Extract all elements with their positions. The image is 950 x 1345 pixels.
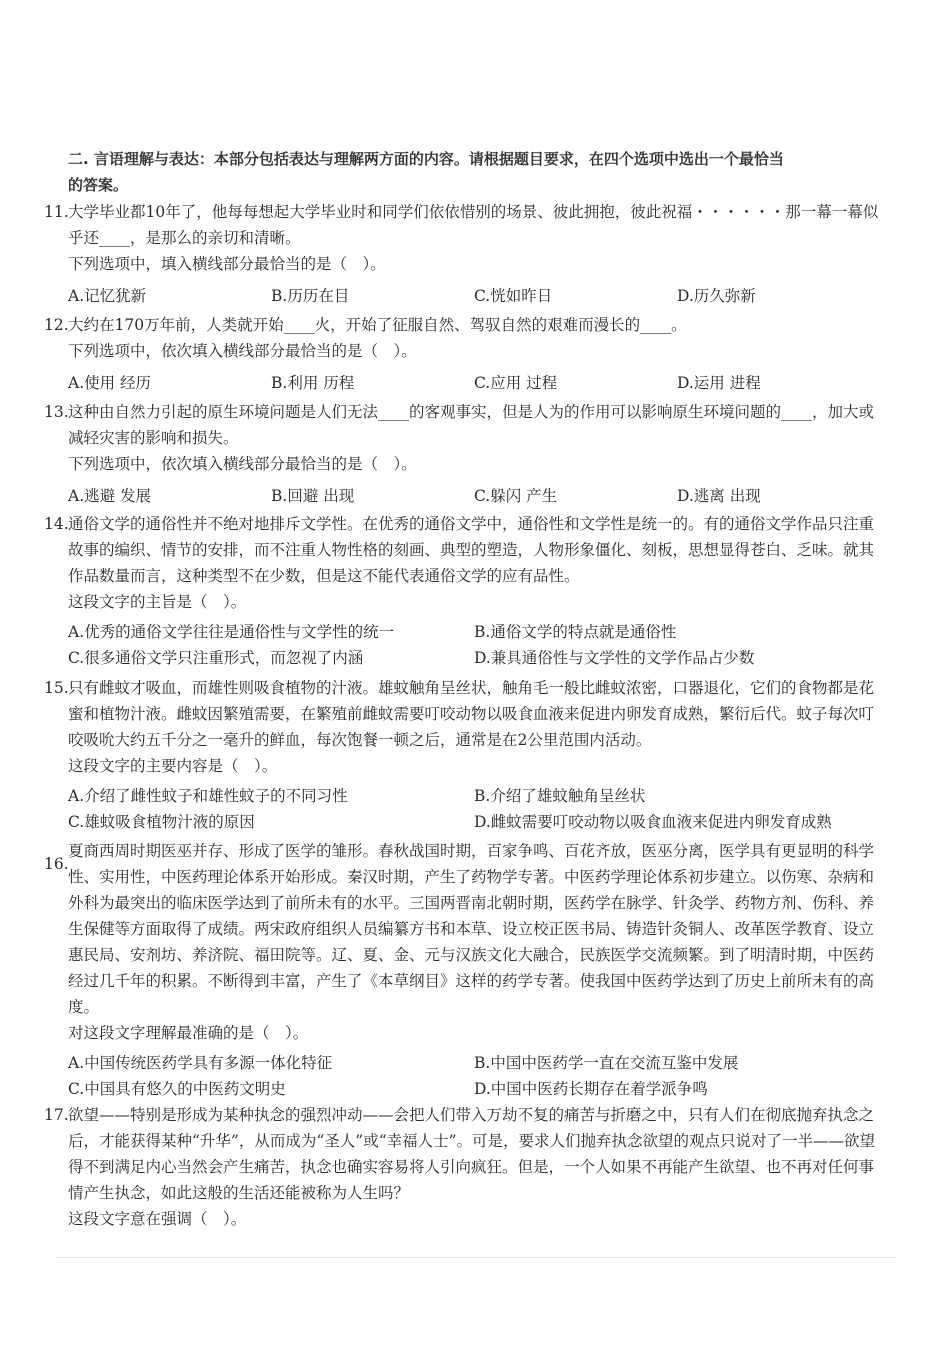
question-stem: 大约在170万年前，人类就开始____火，开始了征服自然、驾驭自然的艰难而漫长的____。 — [68, 316, 687, 334]
option-b[interactable]: B.历历在目 — [271, 287, 350, 305]
option-c[interactable]: C.中国具有悠久的中医药文明史 — [68, 1080, 286, 1098]
section-header-line2: 的答案。 — [68, 176, 129, 194]
question-prompt: 下列选项中，依次填入横线部分最恰当的是（ ）。 — [68, 342, 417, 360]
option-c[interactable]: C.很多通俗文学只注重形式，而忽视了内涵 — [68, 649, 364, 667]
question-11 — [44, 199, 880, 309]
option-a[interactable]: A.使用 经历 — [68, 374, 152, 392]
question-stem: 通俗文学的通俗性并不绝对地排斥文学性。在优秀的通俗文学中，通俗性和文学性是统一的。有的通俗文学作品只注重故事的编织、情节的安排，而不注重人物性格的刻画、典型的塑造，人物形象僵化、刻板，思想显得苍白、乏味。就其作品数量而言，这种类型不在少数，但是这不能代表通俗文学的应有品性。 — [68, 515, 875, 585]
question-13 — [44, 399, 880, 509]
question-stem: 欲望——特别是形成为某种执念的强烈冲动——会把人们带入万劫不复的痛苦与折磨之中，只有人们在彻底抛弃执念之后，才能获得某种“升华”，从而成为“圣人”或“幸福人士”。可是，要求人们抛弃执念欲望的观点只说对了一半——欲望得不到满足内心当然会产生痛苦，执念也确实容易将人引向疯狂。但是，一个人如果不再能产生欲望、也不再对任何事情产生执念，如此这般的生活还能被称为人生吗？ — [68, 1106, 876, 1202]
question-15 — [44, 675, 880, 835]
question-stem: 大学毕业都10年了，他每每想起大学毕业时和同学们依依惜别的场景、彼此拥抱，彼此祝福・・・・・・那一幕一幕似乎还____，是那么的亲切和清晰。 — [68, 203, 879, 247]
option-a[interactable]: A.介绍了雌性蚊子和雄性蚊子的不同习性 — [68, 787, 348, 805]
option-b[interactable]: B.回避 出现 — [271, 487, 355, 505]
question-prompt: 对这段文字理解最准确的是（ ）。 — [68, 1024, 309, 1042]
option-d[interactable]: D.历久弥新 — [677, 287, 756, 305]
question-17 — [44, 1102, 880, 1232]
option-c[interactable]: C.躲闪 产生 — [474, 487, 558, 505]
option-d[interactable]: D.中国中医药长期存在着学派争鸣 — [474, 1080, 708, 1098]
question-prompt: 这段文字的主旨是（ ）。 — [68, 593, 247, 611]
option-d[interactable]: D.逃离 出现 — [677, 487, 761, 505]
option-list — [68, 283, 880, 309]
question-number: 16. — [44, 855, 69, 873]
question-prompt: 下列选项中，填入横线部分最恰当的是（ ）。 — [68, 255, 386, 273]
option-b[interactable]: B.中国中医药学一直在交流互鉴中发展 — [474, 1054, 739, 1072]
option-d[interactable]: D.兼具通俗性与文学性的文学作品占少数 — [474, 649, 755, 667]
question-number: 17. — [44, 1106, 69, 1124]
option-b[interactable]: B.介绍了雄蚊触角呈丝状 — [474, 787, 646, 805]
option-a[interactable]: A.中国传统医药学具有多源一体化特征 — [68, 1054, 333, 1072]
option-a[interactable]: A.逃避 发展 — [68, 487, 152, 505]
question-number: 11. — [44, 203, 69, 221]
question-stem: 只有雌蚊才吸血，而雄性则吸食植物的汁液。雄蚊触角呈丝状，触角毛一般比雌蚊浓密，口器退化，它们的食物都是花蜜和植物汁液。雌蚊因繁殖需要，在繁殖前雌蚊需要叮咬动物以吸食血液来促进内卵发育成熟，繁衍后代。蚊子每次叮咬吸吮大约五千分之一毫升的鲜血，每次饱餐一顿之后，通常是在2公里范围内活动。 — [68, 679, 875, 749]
question-stem: 夏商西周时期医巫并存、形成了医学的雏形。春秋战国时期，百家争鸣、百花齐放，医巫分离，医学具有更显明的科学性、实用性，中医药理论体系开始形成。秦汉时期，产生了药物学专著。中医药学理论体系初步建立。以伤寒、杂病和外科为最突出的临床医学达到了前所未有的水平。三国两晋南北朝时期，医药学在脉学、针灸学、药物方剂、伤科、养生保健等方面取得了成绩。两宋政府组织人员编纂方书和本草、设立校正医书局、铸造针灸铜人、改革医学教育、设立惠民局、安剂坊、养济院、福田院等。辽、夏、金、元与汉族文化大融合，民族医学交流频繁。到了明清时期，中医药经过几千年的积累。不断得到丰富，产生了《本草纲目》这样的药学专著。使我国中医药学达到了历史上前所未有的高度。 — [68, 842, 875, 1016]
option-b[interactable]: B.通俗文学的特点就是通俗性 — [474, 623, 677, 641]
section-header-line1: 二. 言语理解与表达：本部分包括表达与理解两方面的内容。请根据题目要求，在四个选项中选出一个最恰当 — [68, 150, 784, 168]
option-list — [68, 619, 880, 671]
question-prompt: 这段文字意在强调（ ）。 — [68, 1210, 247, 1228]
question-12 — [44, 312, 880, 396]
section-header — [68, 146, 878, 198]
option-list — [68, 783, 880, 835]
question-stem: 这种由自然力引起的原生环境问题是人们无法____的客观事实，但是人为的作用可以影响原生环境问题的____，加大或减轻灾害的影响和损失。 — [68, 403, 875, 447]
option-list — [68, 1050, 880, 1102]
option-c[interactable]: C.应用 过程 — [474, 374, 558, 392]
question-number: 12. — [44, 316, 69, 334]
option-a[interactable]: A.记忆犹新 — [68, 287, 147, 305]
question-number: 14. — [44, 515, 69, 533]
option-a[interactable]: A.优秀的通俗文学往往是通俗性与文学性的统一 — [68, 623, 395, 641]
option-c[interactable]: C.雄蚊吸食植物汁液的原因 — [68, 813, 255, 831]
option-list — [68, 370, 880, 396]
question-number: 13. — [44, 403, 69, 421]
option-c[interactable]: C.恍如昨日 — [474, 287, 553, 305]
question-prompt: 下列选项中，依次填入横线部分最恰当的是（ ）。 — [68, 455, 417, 473]
option-d[interactable]: D.运用 进程 — [677, 374, 761, 392]
question-number: 15. — [44, 679, 69, 697]
question-16 — [44, 838, 880, 1102]
question-prompt: 这段文字的主要内容是（ ）。 — [68, 757, 278, 775]
option-list — [68, 483, 880, 509]
option-b[interactable]: B.利用 历程 — [271, 374, 355, 392]
option-d[interactable]: D.雌蚊需要叮咬动物以吸食血液来促进内卵发育成熟 — [474, 813, 832, 831]
page-divider — [55, 1257, 895, 1258]
question-14 — [44, 511, 880, 671]
